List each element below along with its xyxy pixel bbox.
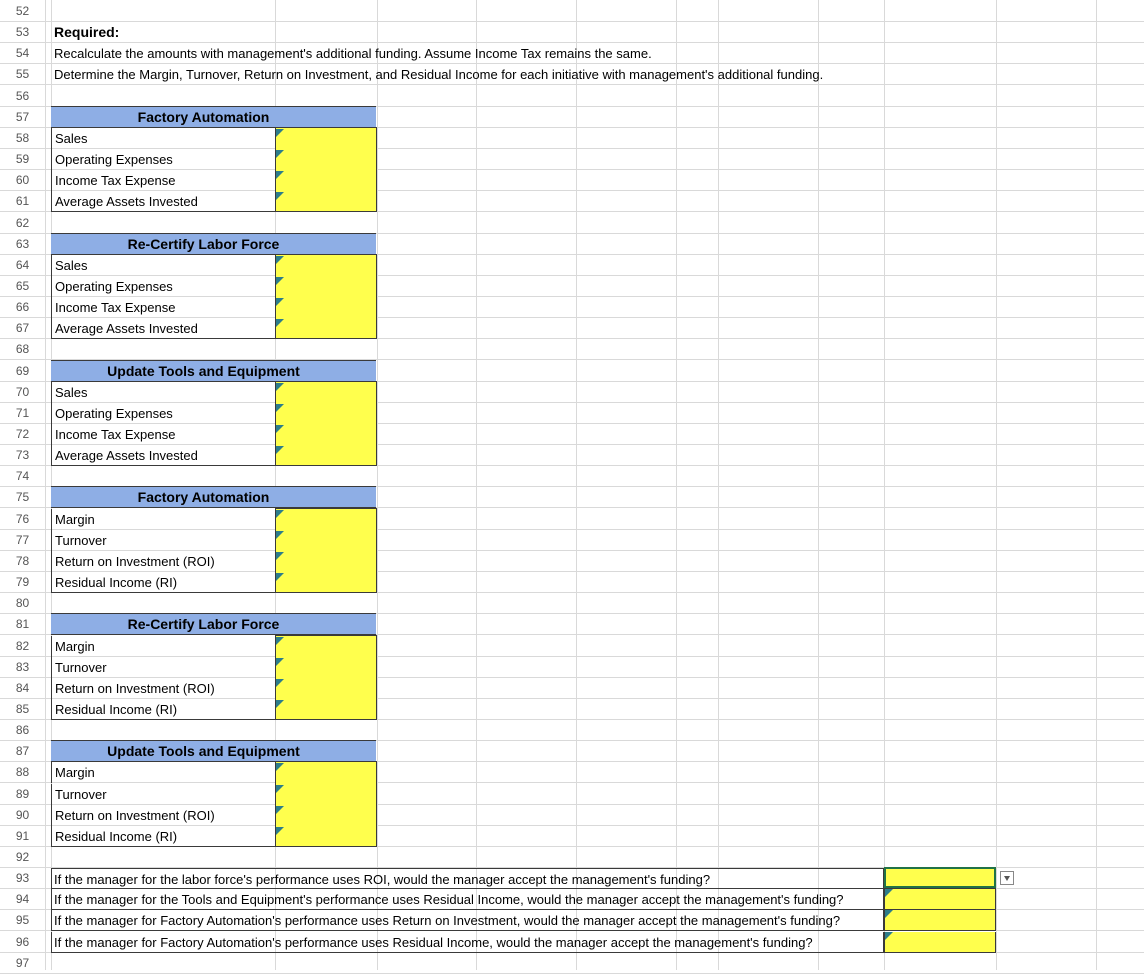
comment-flag-icon	[276, 404, 284, 412]
row-number[interactable]: 73	[15, 448, 30, 462]
row-number[interactable]: 96	[15, 935, 30, 949]
answer-input-block[interactable]	[275, 761, 377, 847]
comment-flag-icon	[276, 298, 284, 306]
row-label: Margin	[51, 762, 275, 783]
row-label: Turnover	[51, 530, 275, 551]
row-number[interactable]: 91	[15, 829, 30, 843]
row-number[interactable]: 92	[15, 850, 30, 864]
comment-flag-icon	[276, 637, 284, 645]
row-number[interactable]: 89	[15, 787, 30, 801]
row-number[interactable]: 70	[15, 385, 30, 399]
row-number[interactable]: 66	[15, 300, 30, 314]
section-title: Update Tools and Equipment	[107, 743, 300, 759]
row-number[interactable]: 95	[15, 913, 30, 927]
comment-flag-icon	[276, 700, 284, 708]
comment-flag-icon	[276, 552, 284, 560]
row-number[interactable]: 57	[15, 110, 30, 124]
section-header	[51, 233, 376, 255]
row-number[interactable]: 61	[15, 194, 30, 208]
row-label: Margin	[51, 636, 275, 657]
row-number[interactable]: 79	[15, 575, 30, 589]
question-text: If the manager for Factory Automation's performance uses Return on Investment, would the manager accept the management's funding?	[51, 910, 884, 931]
comment-flag-icon	[276, 827, 284, 835]
row-number[interactable]: 87	[15, 744, 30, 758]
row-number[interactable]: 56	[15, 89, 30, 103]
row-number[interactable]: 69	[15, 364, 30, 378]
row-number[interactable]: 82	[15, 639, 30, 653]
row-label: Residual Income (RI)	[51, 699, 275, 720]
row-number[interactable]: 88	[15, 765, 30, 779]
dropdown-arrow-icon[interactable]	[1000, 871, 1014, 885]
row-label: Return on Investment (ROI)	[51, 551, 275, 572]
row-label: Return on Investment (ROI)	[51, 678, 275, 699]
row-number[interactable]: 54	[15, 46, 30, 60]
answer-dropdown-cell[interactable]	[884, 932, 996, 953]
comment-flag-icon	[276, 679, 284, 687]
row-label: Sales	[51, 128, 275, 149]
row-label: Operating Expenses	[51, 276, 275, 297]
comment-flag-icon	[885, 932, 893, 940]
comment-flag-icon	[276, 763, 284, 771]
answer-dropdown-cell[interactable]	[884, 910, 996, 931]
row-gridline	[0, 21, 1144, 22]
row-number[interactable]: 58	[15, 131, 30, 145]
row-number[interactable]: 62	[15, 216, 30, 230]
row-number[interactable]: 93	[15, 871, 30, 885]
row-label: Turnover	[51, 657, 275, 678]
comment-flag-icon	[276, 510, 284, 518]
row-number[interactable]: 97	[15, 956, 30, 970]
row-label: Income Tax Expense	[51, 297, 275, 318]
selected-cell-outline[interactable]	[884, 867, 996, 888]
question-text: If the manager for the Tools and Equipment's performance uses Residual Income, would the manager accept the management's funding?	[51, 889, 884, 910]
row-number[interactable]: 90	[15, 808, 30, 822]
question-text: If the manager for Factory Automation's performance uses Residual Income, would the manager accept the management's funding?	[51, 932, 884, 953]
comment-flag-icon	[276, 446, 284, 454]
section-title: Update Tools and Equipment	[107, 363, 300, 379]
row-label: Return on Investment (ROI)	[51, 805, 275, 826]
comment-flag-icon	[276, 658, 284, 666]
row-label: Operating Expenses	[51, 403, 275, 424]
row-label: Operating Expenses	[51, 149, 275, 170]
row-number[interactable]: 64	[15, 258, 30, 272]
row-label: Average Assets Invested	[51, 318, 275, 339]
row-number[interactable]: 80	[15, 596, 30, 610]
answer-dropdown-cell[interactable]	[884, 889, 996, 910]
row-number[interactable]: 60	[15, 173, 30, 187]
row-number[interactable]: 67	[15, 321, 30, 335]
section-header	[51, 486, 376, 508]
row-label: Residual Income (RI)	[51, 826, 275, 847]
row-number[interactable]: 84	[15, 681, 30, 695]
question-text: If the manager for the labor force's performance uses ROI, would the manager accept the management's funding?	[51, 868, 884, 889]
row-number[interactable]: 75	[15, 490, 30, 504]
row-number[interactable]: 83	[15, 660, 30, 674]
row-number[interactable]: 78	[15, 554, 30, 568]
row-label: Sales	[51, 382, 275, 403]
row-number[interactable]: 85	[15, 702, 30, 716]
row-number[interactable]: 72	[15, 427, 30, 441]
row-label: Turnover	[51, 784, 275, 805]
comment-flag-icon	[276, 256, 284, 264]
row-number[interactable]: 77	[15, 533, 30, 547]
row-number[interactable]: 86	[15, 723, 30, 737]
comment-flag-icon	[276, 192, 284, 200]
section-header	[51, 106, 376, 128]
comment-flag-icon	[276, 806, 284, 814]
required-heading: Required:	[54, 24, 120, 40]
section-header	[51, 740, 376, 762]
row-number[interactable]: 81	[15, 617, 30, 631]
comment-flag-icon	[276, 785, 284, 793]
answer-input-block[interactable]	[275, 508, 377, 593]
row-label: Income Tax Expense	[51, 170, 275, 191]
comment-flag-icon	[276, 277, 284, 285]
section-title: Re-Certify Labor Force	[127, 616, 280, 632]
comment-flag-icon	[276, 573, 284, 581]
instruction-line: Recalculate the amounts with management's additional funding. Assume Income Tax remains the same.	[54, 46, 652, 61]
answer-input-block[interactable]	[275, 127, 377, 212]
comment-flag-icon	[276, 383, 284, 391]
row-number[interactable]: 53	[15, 25, 30, 39]
row-number[interactable]: 55	[15, 67, 30, 81]
comment-flag-icon	[276, 129, 284, 137]
row-label: Margin	[51, 509, 275, 530]
comment-flag-icon	[276, 425, 284, 433]
row-number[interactable]: 59	[15, 152, 30, 166]
instruction-line: Determine the Margin, Turnover, Return on Investment, and Residual Income for each initiative with management's additional funding.	[54, 67, 824, 82]
comment-flag-icon	[276, 150, 284, 158]
comment-flag-icon	[885, 910, 893, 918]
answer-input-block[interactable]	[275, 254, 377, 339]
section-title: Factory Automation	[137, 109, 270, 125]
comment-flag-icon	[885, 889, 893, 897]
comment-flag-icon	[276, 531, 284, 539]
section-header	[51, 360, 376, 382]
row-number[interactable]: 65	[15, 279, 30, 293]
row-number[interactable]: 94	[15, 892, 30, 906]
answer-input-block[interactable]	[275, 381, 377, 466]
comment-flag-icon	[276, 319, 284, 327]
row-number[interactable]: 63	[15, 237, 30, 251]
row-number[interactable]: 52	[15, 4, 30, 18]
row-number[interactable]: 74	[15, 469, 30, 483]
row-label: Income Tax Expense	[51, 424, 275, 445]
comment-flag-icon	[276, 171, 284, 179]
row-number[interactable]: 76	[15, 512, 30, 526]
section-title: Factory Automation	[137, 489, 270, 505]
row-number[interactable]: 71	[15, 406, 30, 420]
answer-input-block[interactable]	[275, 635, 377, 720]
row-label: Sales	[51, 255, 275, 276]
row-number[interactable]: 68	[15, 342, 30, 356]
row-label: Residual Income (RI)	[51, 572, 275, 593]
section-title: Re-Certify Labor Force	[127, 236, 280, 252]
section-header	[51, 613, 376, 635]
row-label: Average Assets Invested	[51, 445, 275, 466]
row-label: Average Assets Invested	[51, 191, 275, 212]
